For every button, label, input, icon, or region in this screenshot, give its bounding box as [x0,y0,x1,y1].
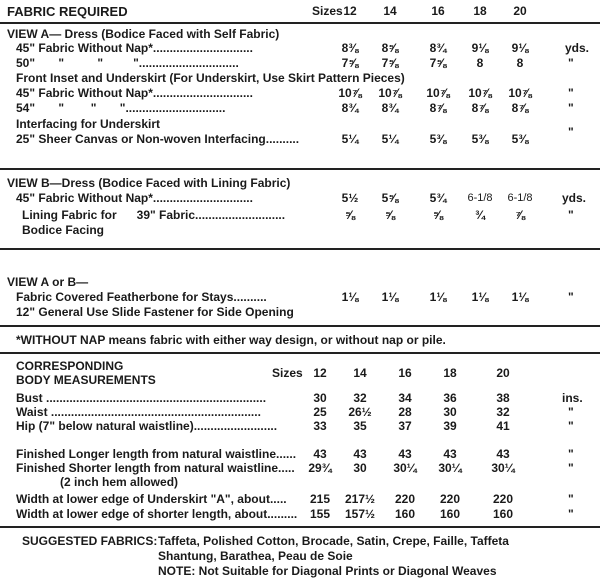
row-label: 54" " " ".............................. [16,101,226,115]
unit: " [568,101,574,115]
cell: 5½ [341,191,359,205]
cell: 9⅛ [511,41,529,55]
cell: 8⅞ [511,101,529,115]
cell: 1⅛ [471,290,489,304]
size-header: 18 [443,366,457,380]
cell: ⅝ [344,208,355,222]
cell: 5⅜ [511,132,529,146]
fabric-required-title: FABRIC REQUIRED [7,4,128,19]
unit: " [568,125,574,139]
unit: " [568,492,574,506]
row-label: 45" Fabric Without Nap*.............................. [16,41,253,55]
divider [0,352,600,354]
cell: 220 [394,492,416,506]
divider [0,168,600,170]
row-label: Bust .................................................................. [16,391,267,405]
cell: ⅝ [384,208,395,222]
unit: " [568,290,574,304]
cell: 1⅛ [341,290,359,304]
cell: 220 [492,492,514,506]
cell: 10⅞ [468,86,492,100]
hem-note: (2 inch hem allowed) [60,475,179,489]
sizes-label: Sizes [272,366,303,380]
cell: 8¾ [341,101,359,115]
cell: ⅞ [514,208,525,222]
unit: " [568,507,574,521]
size-header: 14 [383,4,397,18]
suggested-note: NOTE: Not Suitable for Diagonal Prints or Diagonal Weaves [158,564,497,578]
cell: 30¼ [491,461,515,475]
size-header: 12 [343,4,357,18]
unit: " [568,56,574,70]
cell: 215 [309,492,331,506]
cell: 7⅝ [341,56,359,70]
suggested-line-1: Taffeta, Polished Cotton, Brocade, Satin, Crepe, Faille, Taffeta [158,534,509,548]
cell: ¾ [474,208,485,222]
cell: 38 [496,391,510,405]
row-label: Waist ............................................................... [16,405,261,419]
row-label: 45" Fabric Without Nap*.............................. [16,86,253,100]
cell: 36 [443,391,457,405]
cell: 26½ [348,405,372,419]
cell: 41 [496,419,510,433]
cell: 43 [398,447,412,461]
size-header: 20 [496,366,510,380]
cell: ⅝ [432,208,443,222]
cell: 10⅞ [426,86,450,100]
cell: 43 [496,447,510,461]
cell: 5¾ [429,191,447,205]
cell: 5⅜ [471,132,489,146]
cell: 1⅛ [429,290,447,304]
cell: 10⅞ [508,86,532,100]
cell: 30 [353,461,367,475]
suggested-label: SUGGESTED FABRICS: [22,534,158,548]
lining-label-2: Bodice Facing [22,223,105,237]
row-label: Hip (7" below natural waistline)......................... [16,419,278,433]
cell: 43 [443,447,457,461]
cell: 33 [313,419,327,433]
cell: 30 [313,391,327,405]
row-label: Width at lower edge of Underskirt "A", about..... [16,492,287,506]
cell: 8 [516,56,524,70]
cell: 8¾ [381,101,399,115]
cell: 8 [476,56,484,70]
cell: 37 [398,419,412,433]
cell: 9⅛ [471,41,489,55]
row-label: 25" Sheer Canvas or Non-woven Interfacing.......... [16,132,300,146]
unit: yds. [562,191,587,205]
cell: 155 [309,507,331,521]
cell: 7⅝ [429,56,447,70]
nap-note: *WITHOUT NAP means fabric with either way design, or without nap or pile. [16,333,446,347]
body-heading-2: BODY MEASUREMENTS [16,373,156,387]
cell: 10⅞ [338,86,362,100]
cell: 8⅞ [429,101,447,115]
row-label: Fabric Covered Featherbone for Stays.......... [16,290,267,304]
unit: yds. [565,41,590,55]
cell: 35 [353,419,367,433]
unit: " [568,447,574,461]
cell: 8⅞ [471,101,489,115]
cell: 5⅝ [381,191,399,205]
size-header: 18 [473,4,487,18]
cell: 8⅝ [381,41,399,55]
cell: 8⅜ [341,41,359,55]
cell: 160 [439,507,461,521]
cell: 30¼ [393,461,417,475]
unit: " [568,86,574,100]
cell: 25 [313,405,327,419]
cell: 30 [443,405,457,419]
cell: 29¾ [308,461,332,475]
sizes-label: Sizes [312,4,343,18]
row-label: 50" " " ".............................. [16,56,239,70]
cell: 5⅜ [429,132,447,146]
divider [0,248,600,250]
cell: 220 [439,492,461,506]
inset-heading: Front Inset and Underskirt (For Underskirt, Use Skirt Pattern Pieces) [16,71,405,85]
cell: 160 [492,507,514,521]
view-a-heading: VIEW A— Dress (Bodice Faced with Self Fabric) [7,27,280,41]
divider [0,325,600,327]
cell: 157½ [344,507,376,521]
cell: 5¼ [381,132,399,146]
cell: 1⅛ [381,290,399,304]
unit: " [568,208,574,222]
lining-label: Lining Fabric for 39" Fabric........................... [22,208,286,222]
cell: 30¼ [438,461,462,475]
size-header: 16 [431,4,445,18]
slide-fastener-note: 12" General Use Slide Fastener for Side Opening [16,305,294,319]
cell: 43 [313,447,327,461]
cell: 39 [443,419,457,433]
row-label: Finished Shorter length from natural waistline..... [16,461,295,475]
size-header: 16 [398,366,412,380]
size-header: 14 [353,366,367,380]
size-header: 20 [513,4,527,18]
view-b-heading: VIEW B—Dress (Bodice Faced with Lining Fabric) [7,176,291,190]
suggested-line-2: Shantung, Barathea, Peau de Soie [158,549,353,563]
unit: " [568,405,574,419]
cell: 34 [398,391,412,405]
cell: 10⅞ [378,86,402,100]
body-heading-1: CORRESPONDING [16,359,124,373]
unit: " [568,419,574,433]
row-label: Finished Longer length from natural waistline...... [16,447,297,461]
cell: 43 [353,447,367,461]
cell: 5¼ [341,132,359,146]
unit: ins. [562,391,583,405]
interfacing-heading: Interfacing for Underskirt [16,117,161,131]
size-header: 12 [313,366,327,380]
row-label: Width at lower edge of shorter length, about......... [16,507,298,521]
cell: 32 [353,391,367,405]
view-ab-heading: VIEW A or B— [7,275,89,289]
cell: 32 [496,405,510,419]
cell: 6-1/8 [467,192,493,204]
cell: 8¾ [429,41,447,55]
cell: 7⅝ [381,56,399,70]
cell: 28 [398,405,412,419]
cell: 160 [394,507,416,521]
row-label: 45" Fabric Without Nap*.............................. [16,191,253,205]
divider [0,526,600,528]
unit: " [568,461,574,475]
cell: 217½ [344,492,376,506]
cell: 1⅛ [511,290,529,304]
divider [0,22,600,24]
cell: 6-1/8 [507,192,533,204]
